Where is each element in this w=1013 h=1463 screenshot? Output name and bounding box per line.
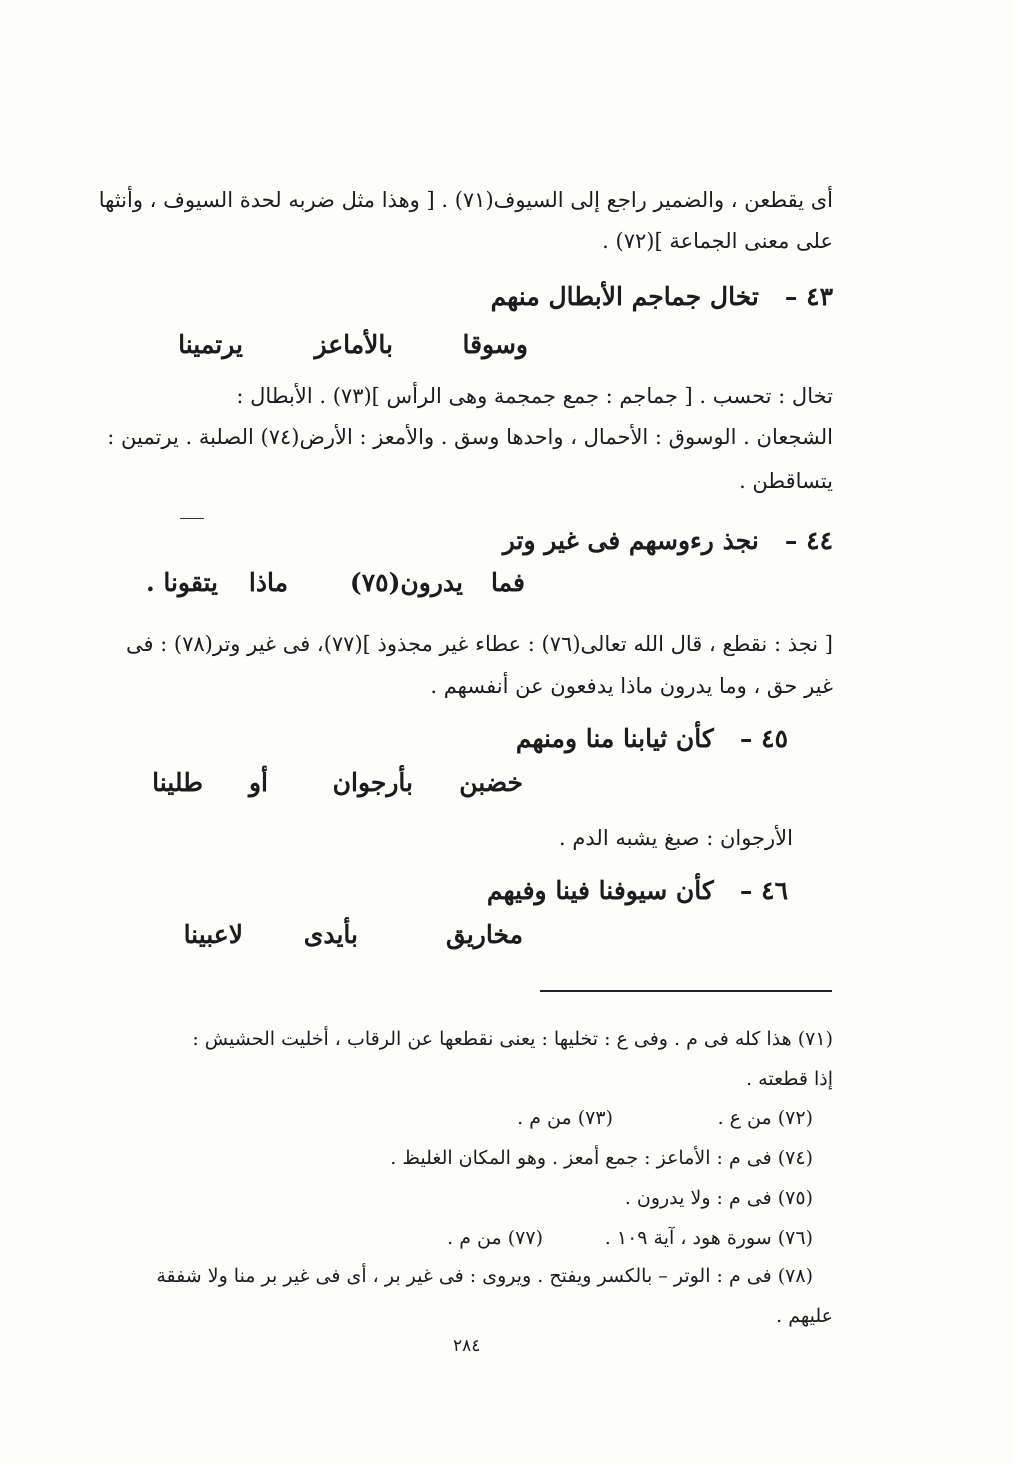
verse-45-word: طلينا	[152, 768, 203, 797]
footnote-73: (٧٣) من م .	[517, 1107, 613, 1129]
verse-number: ٤٦ –	[739, 876, 788, 905]
verse-46-word: لاعبينا	[183, 920, 243, 949]
footnote-77: (٧٧) من م .	[447, 1227, 543, 1249]
verse-44-word: ماذا	[248, 568, 288, 597]
page-number: ٢٨٤	[453, 1336, 481, 1356]
verse-43-word: يرتمينا	[178, 330, 243, 359]
footnote-74: (٧٤) فى م : الأماعز : جمع أمعز . وهو المكان الغليظ .	[390, 1147, 813, 1169]
verse-45-word: خضبن	[459, 768, 523, 797]
hemistich-text: كأن سيوفنا فينا وفيهم	[486, 876, 714, 905]
verse-43-word: وسوقا	[462, 330, 528, 359]
commentary-line: أى يقطعن ، والضمير راجع إلى السيوف(٧١) . [ وهذا مثل ضربه لحدة السيوف ، وأنثها	[98, 188, 833, 212]
verse-45-word: بأرجوان	[332, 768, 413, 797]
footnote-71-continued: إذا قطعته .	[746, 1068, 833, 1090]
verse-number: ٤٤ –	[784, 526, 833, 555]
stray-mark	[180, 518, 204, 519]
footnote-separator	[540, 990, 832, 992]
footnote-75: (٧٥) فى م : ولا يدرون .	[624, 1187, 813, 1209]
commentary-line: الشجعان . الوسوق : الأحمال ، واحدها وسق . والأمعز : الأرض(٧٤) الصلبة . يرتمين :	[107, 425, 833, 449]
verse-46-word: بأيدى	[303, 920, 358, 949]
footnote-78-continued: عليهم .	[776, 1305, 833, 1327]
commentary-line: [ نجذ : نقطع ، قال الله تعالى(٧٦) : عطاء غير مجذوذ ](٧٧)، فى غير وتر(٧٨) : فى	[125, 632, 833, 656]
verse-46-first-hemistich	[487, 876, 788, 906]
commentary-line: تخال : تحسب . [ جماجم : جمع جمجمة وهى الرأس ](٧٣) . الأبطال :	[236, 384, 833, 408]
commentary-line: غير حق ، وما يدرون ماذا يدفعون عن أنفسهم .	[430, 674, 833, 698]
verse-44-word: يدرون(٧٥)	[349, 568, 463, 597]
hemistich-text: تخال جماجم الأبطال منهم	[490, 282, 759, 311]
commentary-line: على معنى الجماعة ](٧٢) .	[602, 229, 833, 253]
footnote-71: (٧١) هذا كله فى م . وفى ع : تخليها : يعنى نقطعها عن الرقاب ، أخليت الحشيش :	[192, 1028, 833, 1050]
verse-46-word: مخاريق	[445, 920, 523, 949]
verse-number: ٤٣ –	[784, 282, 833, 311]
footnote-78: (٧٨) فى م : الوتر – بالكسر ويفتح . ويروى : فى غير بر ، أى فى غير بر منا ولا شفقة	[156, 1265, 813, 1287]
verse-number: ٤٥ –	[739, 724, 788, 753]
verse-45-first-hemistich	[516, 724, 788, 754]
verse-44-word: فما	[490, 568, 525, 597]
commentary-line: يتساقطن .	[739, 469, 833, 493]
verse-43-first-hemistich	[491, 282, 833, 312]
hemistich-text: نجذ رءوسهم فى غير وتر	[502, 526, 759, 555]
verse-44-first-hemistich	[503, 526, 833, 556]
verse-45-word: أو	[248, 768, 268, 797]
footnote-76: (٧٦) سورة هود ، آية ١٠٩ .	[604, 1227, 813, 1249]
verse-43-word: بالأماعز	[314, 330, 393, 359]
verse-44-word: يتقونا .	[145, 568, 218, 597]
footnote-72: (٧٢) من ع .	[717, 1107, 813, 1129]
commentary-line: الأرجوان : صبغ يشبه الدم .	[559, 826, 793, 850]
hemistich-text: كأن ثيابنا منا ومنهم	[515, 724, 714, 753]
